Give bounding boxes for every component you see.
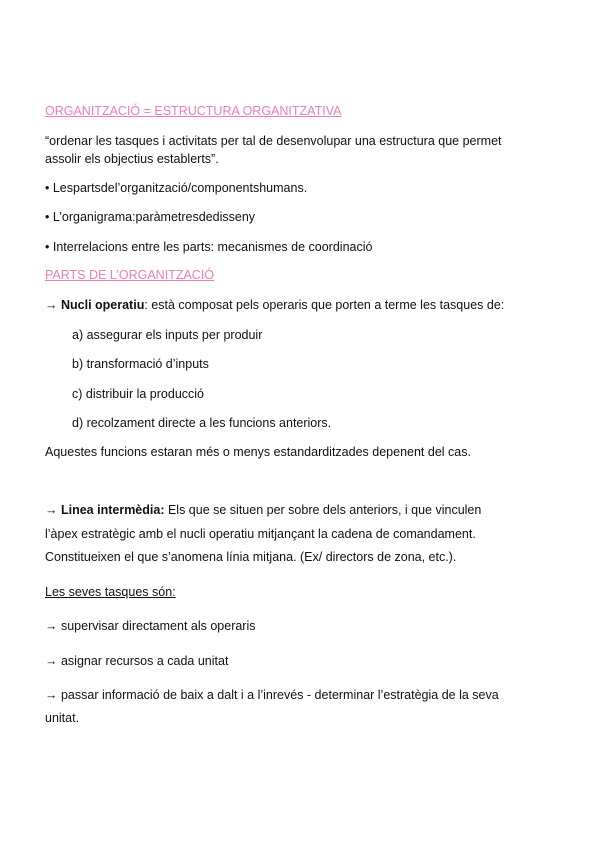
heading-organitzacio: ORGANITZACIÓ = ESTRUCTURA ORGANITZATIVA	[45, 104, 342, 118]
nucli-rest: : està composat pels operaris que porten a terme les tasques de:	[144, 298, 505, 312]
nucli-item-c: c) distribuir la producció	[72, 387, 204, 401]
nucli-arrow: →	[45, 298, 61, 312]
bullet-interrelacions: • Interrelacions entre les parts: mecanismes de coordinació	[45, 240, 373, 254]
tasca-supervisar: → supervisar directament als operaris	[45, 619, 256, 633]
tasca-passar-informacio: → passar informació de baix a dalt i a l’inrevés - determinar l’estratègia de la seva	[45, 688, 499, 702]
nucli-term: Nucli operatiu	[60, 298, 145, 312]
nucli-item-a: a) assegurar els inputs per produir	[72, 328, 263, 342]
heading-parts: PARTS DE L’ORGANITZACIÓ	[45, 268, 215, 282]
quote-line-1: “ordenar les tasques i activitats per tal de desenvolupar una estructura que permet	[45, 134, 502, 148]
nucli-item-d: d) recolzament directe a les funcions anteriors.	[72, 416, 332, 430]
quote-line-2: assolir els objectius establerts”.	[45, 152, 219, 166]
linea-intermedia-line-3: Constitueixen el que s’anomena línia mitjana. (Ex/ directors de zona, etc.).	[45, 550, 457, 564]
tasca-assignar: → asignar recursos a cada unitat	[45, 654, 229, 668]
nucli-item-b: b) transformació d’inputs	[72, 357, 209, 371]
linea-rest: Els que se situen per sobre dels anteriors, i que vinculen	[164, 503, 482, 517]
linea-arrow: →	[45, 503, 61, 517]
nucli-operatiu-paragraph	[45, 297, 504, 313]
linea-term: Linea intermèdia:	[60, 503, 165, 517]
bullet-parts: • Lespartsdel’organització/componentshumans.	[45, 181, 308, 195]
linea-intermedia-line-1	[45, 502, 481, 518]
tasques-heading: Les seves tasques són:	[45, 585, 176, 599]
linea-intermedia-line-2: l’àpex estratègic amb el nucli operatiu mitjançant la cadena de comandament.	[45, 527, 476, 541]
nucli-note: Aquestes funcions estaran més o menys estandarditzades depenent del cas.	[45, 445, 471, 459]
tasca-passar-informacio-cont: unitat.	[45, 711, 80, 725]
bullet-organigrama: • L’organigrama:paràmetresdedisseny	[45, 210, 256, 224]
